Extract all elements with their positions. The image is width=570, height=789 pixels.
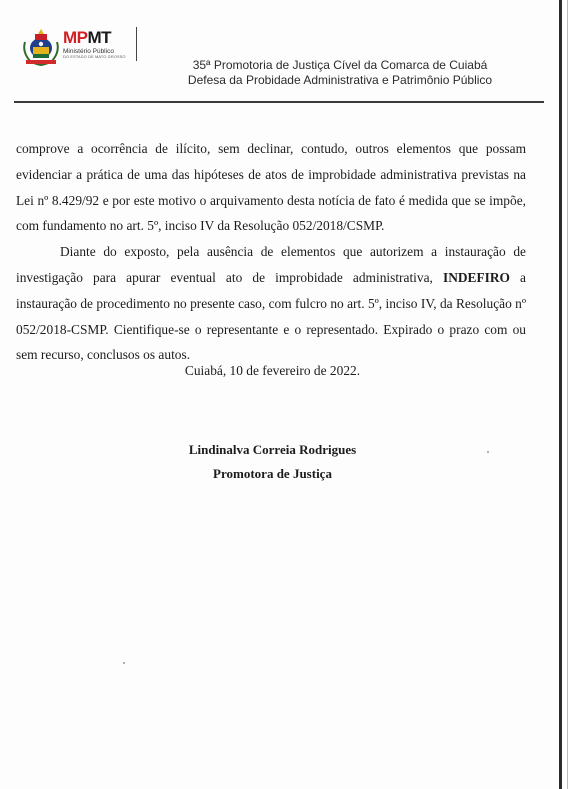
signatory-name: Lindinalva Correia Rodrigues	[188, 442, 357, 457]
logo-text	[63, 28, 126, 60]
scan-speck	[487, 451, 489, 453]
paragraph-1: comprove a ocorrência de ilícito, sem declinar, contudo, outros elementos que possam evidenciar a prática de uma das hipóteses de atos de improbidade administrativa previstas na Lei nº 8.429/92 e por este motivo o arquivamento desta notícia de fato é medida que se impõe, com fundamento no art. 5º, inciso IV da Resolução 052/2018/CSMP.	[16, 141, 526, 234]
header-divider	[14, 101, 544, 103]
logo-subtitle-state: DO ESTADO DE MATO GROSSO	[63, 55, 126, 59]
signature-block	[0, 438, 545, 486]
document-body	[16, 136, 526, 368]
logo-brand-mt: MT	[87, 28, 112, 47]
scan-speck	[123, 662, 125, 664]
paragraph-2-text-a: Diante do exposto, pela ausência de elementos que autorizem a instauração de investigação para apurar eventual ato de improbidade administrativa,	[16, 244, 526, 285]
office-header	[160, 58, 520, 88]
page-edge-shadow	[559, 0, 562, 789]
paragraph-2-text-b: a instauração de procedimento no presente caso, com fulcro no art. 5º, inciso IV, da Resolução nº 052/2018-CSMP. Cientifique-se o representante e o representado. Expirado o prazo com ou sem recurso, conclusos os autos.	[16, 269, 526, 363]
signatory-title: Promotora de Justiça	[213, 466, 332, 481]
logo-subtitle: Ministério Público	[63, 48, 114, 55]
mpmt-logo	[21, 28, 146, 68]
office-line-2: Defesa da Probidade Administrativa e Patrimônio Público	[187, 73, 493, 87]
decision-keyword: INDEFIRO	[442, 269, 510, 285]
office-line-1: 35ª Promotoria de Justiça Cível da Comarca de Cuiabá	[192, 58, 488, 72]
page-edge-line	[567, 0, 568, 789]
paragraph-2	[16, 239, 526, 368]
date-line: Cuiabá, 10 de fevereiro de 2022.	[184, 363, 361, 378]
logo-separator	[136, 27, 137, 61]
coat-of-arms-icon	[21, 28, 61, 66]
logo-brand-mp: MP	[63, 28, 88, 47]
logo-brand	[63, 28, 126, 48]
